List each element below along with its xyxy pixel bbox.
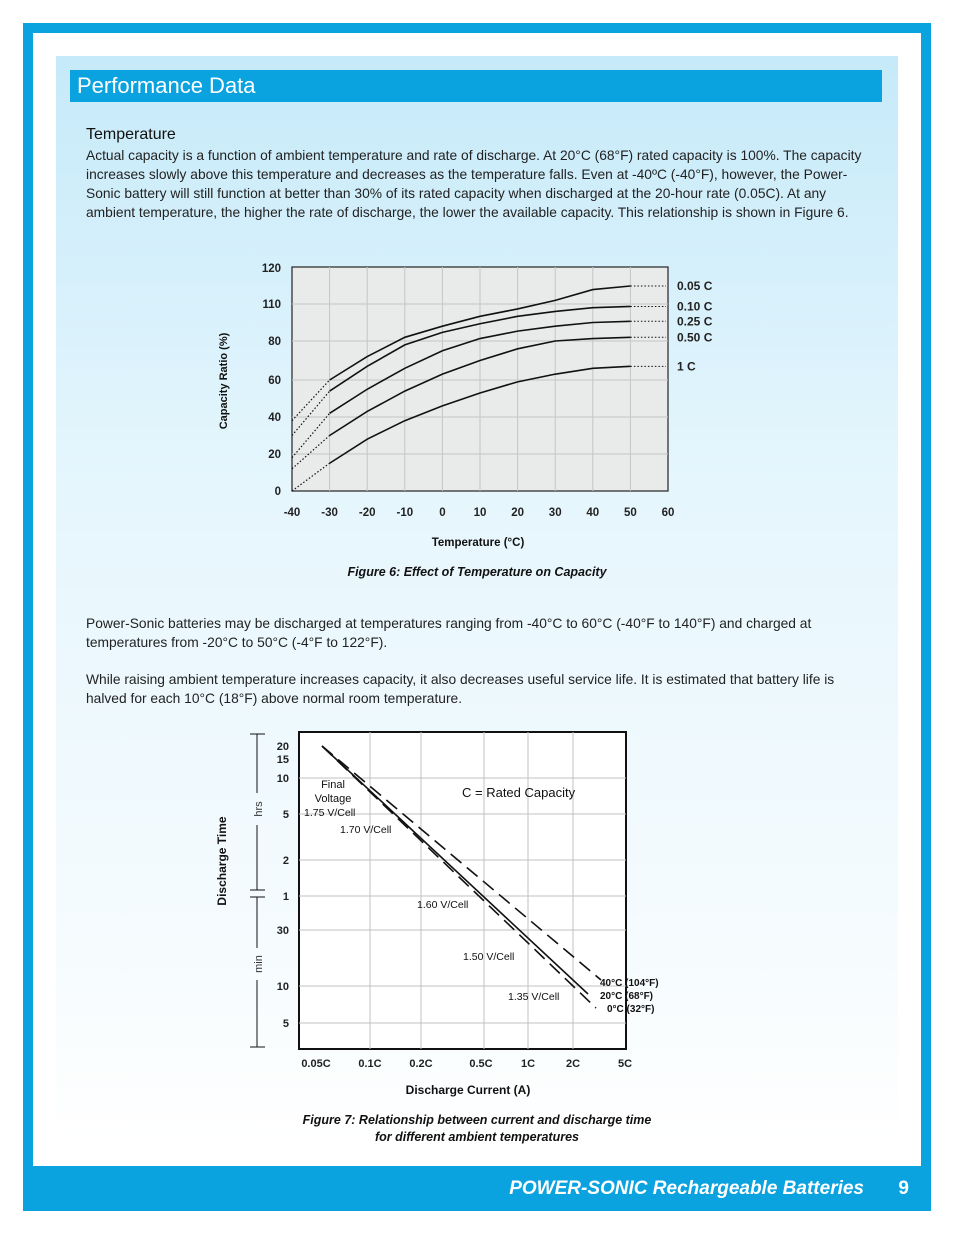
fig6-series-label: 0.25 C — [677, 314, 713, 329]
fig7-series-label: 20°C (68°F) — [600, 991, 654, 1002]
fig6-y-label: Capacity Ratio (%) — [218, 332, 230, 430]
fig7-y-tick: 5 — [282, 1018, 289, 1030]
page-number: 9 — [898, 1178, 909, 1199]
fig6-x-tick: 30 — [548, 507, 562, 519]
fig6-x-tick: 40 — [586, 507, 600, 519]
fig7-x-tick: 5C — [617, 1058, 633, 1070]
fig6-x-tick: -40 — [283, 507, 301, 519]
fig7-series-label: 40°C (104°F) — [600, 978, 659, 989]
fig7-y-tick: 15 — [276, 754, 289, 766]
fig6-x-tick: -10 — [396, 507, 414, 519]
fig6-y-tick: 60 — [268, 375, 281, 387]
fig6-y-tick: 0 — [274, 486, 281, 498]
fig7-voltage-cutoff-label: 1.70 V/Cell — [340, 824, 392, 836]
fig6-series-label: 0.50 C — [677, 330, 713, 345]
fig6-y-tick: 80 — [268, 336, 281, 348]
fig7-voltage-cutoff-label: 1.50 V/Cell — [463, 951, 515, 963]
fig7-x-tick: 0.2C — [409, 1058, 433, 1070]
fig6-x-tick: 10 — [473, 507, 487, 519]
fig7-y-tick: 10 — [276, 773, 289, 785]
fig6-x-tick: 20 — [511, 507, 524, 519]
footer-title: POWER-SONIC Rechargeable Batteries — [509, 1178, 864, 1199]
footer-bar — [23, 1166, 931, 1211]
fig6-x-tick: 0 — [439, 507, 446, 519]
fig7-voltage-label: Voltage — [314, 793, 352, 805]
fig7-unit-min: min — [253, 955, 265, 973]
fig6-x-label: Temperature (°C) — [431, 537, 525, 549]
discharge-range-paragraph: Power-Sonic batteries may be discharged at temperatures ranging from -40°C to 60°C (-40°F to 140°F) and charged at temperatures from -20°C to 50°C (-4°F to 122°F). — [86, 616, 812, 650]
fig6-x-tick: -30 — [321, 507, 338, 519]
fig7-y-tick: 2 — [282, 855, 289, 867]
figure-7-caption-line1: Figure 7: Relationship between current and discharge time — [302, 1113, 652, 1127]
fig6-x-tick: -20 — [358, 507, 376, 519]
fig7-plot-area — [299, 732, 626, 1049]
service-life-paragraph: While raising ambient temperature increases capacity, it also decreases useful service life. It is estimated that battery life is halved for each 10°C (18°F) above normal room temperature. — [86, 672, 835, 706]
fig7-x-tick: 0.5C — [469, 1058, 493, 1070]
fig6-y-tick: 20 — [268, 449, 281, 461]
fig7-x-tick: 0.1C — [358, 1058, 382, 1070]
fig7-voltage-cutoff-label: 1.35 V/Cell — [508, 991, 560, 1003]
fig6-series-label: 0.10 C — [677, 299, 713, 314]
fig7-x-tick: 1C — [520, 1058, 536, 1070]
fig6-series-label: 0.05 C — [677, 279, 713, 293]
section-title: Temperature — [86, 126, 176, 143]
fig7-y-tick: 20 — [276, 741, 289, 753]
fig6-series-label: 1 C — [677, 359, 696, 374]
fig7-y-tick: 5 — [282, 809, 289, 821]
page-title: Performance Data — [77, 73, 256, 98]
figure-7-caption-line2: for different ambient temperatures — [375, 1130, 579, 1144]
fig7-y-tick: 1 — [282, 891, 289, 903]
fig7-x-tick: 0.05C — [301, 1058, 331, 1070]
fig6-y-tick: 40 — [268, 412, 281, 424]
fig7-x-label: Discharge Current (A) — [405, 1083, 531, 1097]
fig7-y-tick: 10 — [276, 981, 289, 993]
fig6-x-tick: 60 — [661, 507, 675, 519]
fig7-y-tick: 30 — [276, 925, 289, 937]
fig6-y-tick: 120 — [261, 263, 281, 275]
intro-paragraph: Actual capacity is a function of ambient temperature and rate of discharge. At 20°C (68°F) rated capacity is 100%. The capacity increases slowly above this temperature and decreases as the temperature falls. Even at -40ºC (-40°F), however, the Power-Sonic battery will still function at better than 30% of its rated capacity when discharged at the 20-hour rate (0.05C). At any ambient temperature, the higher the rate of discharge, the lower the available capacity. This relationship is shown in Figure 6. — [86, 148, 862, 220]
fig6-y-tick: 110 — [262, 299, 281, 311]
fig7-voltage-cutoff-label: 1.75 V/Cell — [304, 807, 356, 819]
figure-6-caption: Figure 6: Effect of Temperature on Capacity — [347, 565, 607, 579]
fig7-x-tick: 2C — [565, 1058, 581, 1070]
fig7-unit-hrs: hrs — [253, 801, 265, 817]
fig7-voltage-cutoff-label: 1.60 V/Cell — [417, 899, 469, 911]
fig6-x-tick: 50 — [624, 507, 637, 519]
fig7-series-label: 0°C (32°F) — [607, 1004, 655, 1015]
fig7-y-label: Discharge Time — [215, 816, 229, 906]
fig7-final-label: Final — [321, 779, 345, 791]
fig7-annotation: C = Rated Capacity — [462, 785, 576, 800]
